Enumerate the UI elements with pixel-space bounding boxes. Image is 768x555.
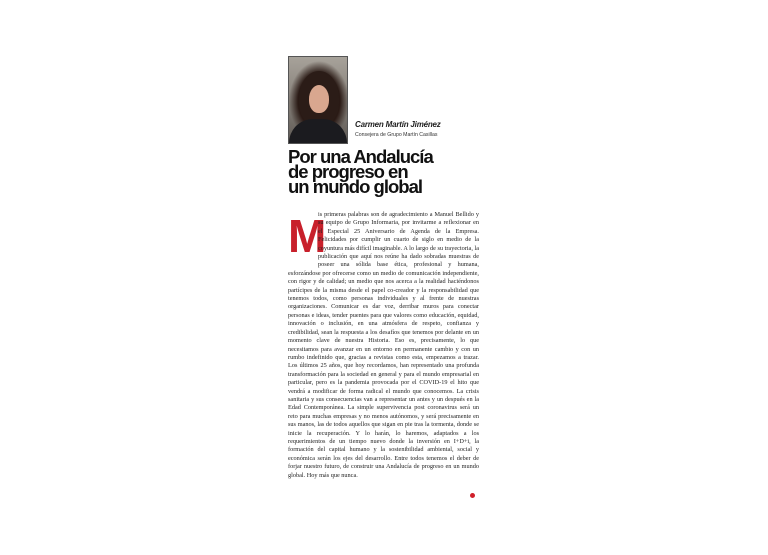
author-role: Consejera de Grupo Martín Casillas [355,132,438,138]
article-page [283,52,481,522]
article-body [288,211,479,480]
article-body-text: is primeras palabras son de agradecimiento a Manuel Bellido y su equipo de Grupo Informaria, por invitarme a reflexionar en el Especial 25 Aniversario de Agenda de la Empresa. Felicidades por cumplir un cuarto de siglo en medio de la coyuntura más difícil imaginable. A lo largo de su trayectoria, la publicación que aquí nos reúne ha dado sobradas muestras de poseer una sólida base ética, profesional y humana, esforzándose por ofrecerse como un medio de comunicación independiente, con rigor y de calidad; un medio que nos acerca a la realidad haciéndonos partícipes de la misma desde el papel co-creador y la responsabilidad que tenemos todos, como personas individuales y al frente de nuestras organizaciones. Comunicar es dar voz, derribar muros para conectar personas e ideas, tender puentes para que valores como educación, equidad, innovación o inclusión, en una atmósfera de respeto, confianza y credibilidad, sean la respuesta a los desafíos que tenemos por delante en un momento clave de nuestra Historia. Eso es, precisamente, lo que necesitamos para avanzar en un entorno en permanente cambio y con un rumbo indefinido que, gracias a revistas como esta, empezamos a trazar. Los últimos 25 años, que hoy recordamos, han representado una profunda transformación para la sociedad en general y para el mundo empresarial en particular, pero es la pandemia provocada por el COVID-19 el hito que vendrá a modificar de forma radical el mundo que conocemos. La crisis sanitaria y sus consecuencias van a representar un antes y un después en la Edad Contemporánea. La simple supervivencia post coronavirus será un reto para muchas empresas y no menos autónomos, y será precisamente en sus manos, las de todos aquellos que sigan en pie tras la tormenta, donde se inicie la recuperación. Y lo harán, lo haremos, adaptados a los requerimientos de un tiempo nuevo donde la inversión en I+D+i, la formación del capital humano y la sostenibilidad ambiental, social y económica serán los ejes del desarrollo. Entre todos tenemos el deber de forjar nuestro futuro, de construir una Andalucía de progreso en un mundo global. Hoy más que nunca. [288,211,479,479]
headline-line-2: de progreso en [288,161,408,182]
author-photo [288,56,348,144]
headline-line-3: un mundo global [288,176,423,197]
author-name: Carmen Martín Jiménez [355,120,441,129]
photo-shoulders [289,119,347,143]
headline [288,146,480,197]
end-mark-icon [470,493,475,498]
photo-face [309,85,329,113]
dropcap-spacer [288,210,325,269]
headline-line-1: Por una Andalucía [288,146,433,167]
drop-cap: M [288,210,325,262]
